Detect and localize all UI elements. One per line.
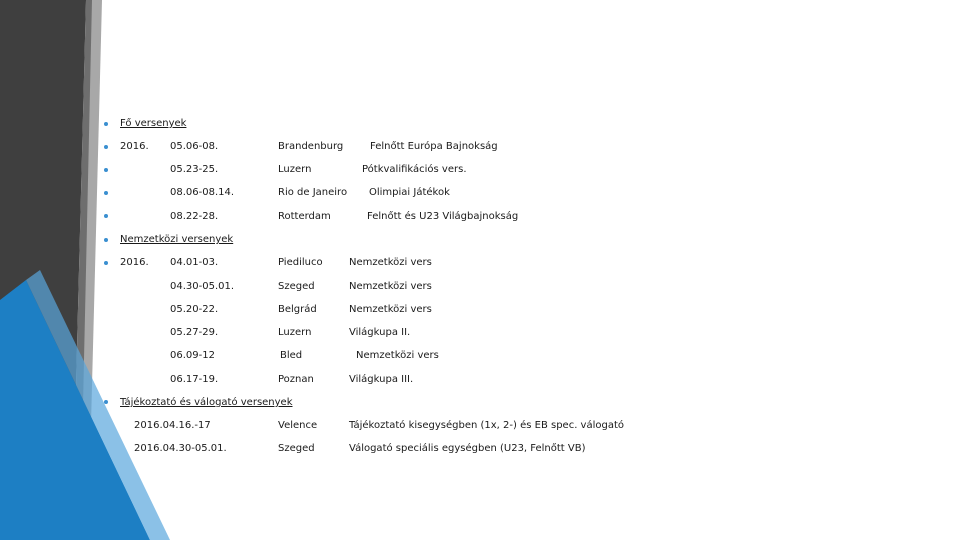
row-date: 05.27-29. [170, 327, 219, 338]
bullet [104, 191, 108, 195]
row-date: 08.06-08.14. [170, 187, 235, 198]
row-place: Piediluco [278, 257, 323, 268]
row-event: Tájékoztató kisegységben (1x, 2-) és EB spec. válogató [349, 420, 625, 431]
row-place: Brandenburg [278, 141, 344, 152]
row-event: Felnőtt és U23 Világbajnokság [367, 211, 519, 222]
row-event: Pótkvalifikációs vers. [362, 164, 467, 175]
bullet [104, 168, 108, 172]
row-event: Világkupa II. [349, 327, 411, 338]
row-date: 05.06-08. [170, 141, 219, 152]
row-date: 05.23-25. [170, 164, 219, 175]
row-event: Nemzetközi vers [349, 257, 432, 268]
bullet [104, 400, 108, 404]
main-year: 2016. [120, 141, 149, 152]
row-place: Luzern [278, 164, 312, 175]
row-event: Olimpiai Játékok [369, 187, 450, 198]
row-date: 05.20-22. [170, 304, 219, 315]
row-event: Nemzetközi vers [349, 281, 432, 292]
selection-heading: Tájékoztató és válogató versenyek [120, 397, 293, 408]
row-place: Rotterdam [278, 211, 331, 222]
international-year: 2016. [120, 257, 149, 268]
row-event: Felnőtt Európa Bajnokság [370, 141, 498, 152]
bullet [104, 145, 108, 149]
row-place: Velence [278, 420, 318, 431]
row-place: Szeged [278, 443, 315, 454]
row-event: Nemzetközi vers [356, 350, 439, 361]
row-place: Rio de Janeiro [278, 187, 348, 198]
bullet [104, 122, 108, 126]
row-place: Poznan [278, 374, 314, 385]
bullet [104, 261, 108, 265]
row-date: 2016.04.30-05.01. [134, 443, 227, 454]
row-date: 08.22-28. [170, 211, 219, 222]
international-heading: Nemzetközi versenyek [120, 234, 234, 245]
bullet [104, 214, 108, 218]
row-place: Bled [280, 350, 303, 361]
row-event: Válogató speciális egységben (U23, Felnőtt VB) [349, 443, 586, 454]
row-date: 06.17-19. [170, 374, 219, 385]
bullet [104, 238, 108, 242]
row-date: 04.30-05.01. [170, 281, 235, 292]
row-date: 2016.04.16.-17 [134, 420, 211, 431]
main-heading: Fő versenyek [120, 118, 187, 129]
row-event: Nemzetközi vers [349, 304, 432, 315]
row-date: 06.09-12 [170, 350, 215, 361]
row-place: Luzern [278, 327, 312, 338]
row-place: Belgrád [278, 304, 317, 315]
row-event: Világkupa III. [349, 374, 414, 385]
row-date: 04.01-03. [170, 257, 219, 268]
row-place: Szeged [278, 281, 315, 292]
